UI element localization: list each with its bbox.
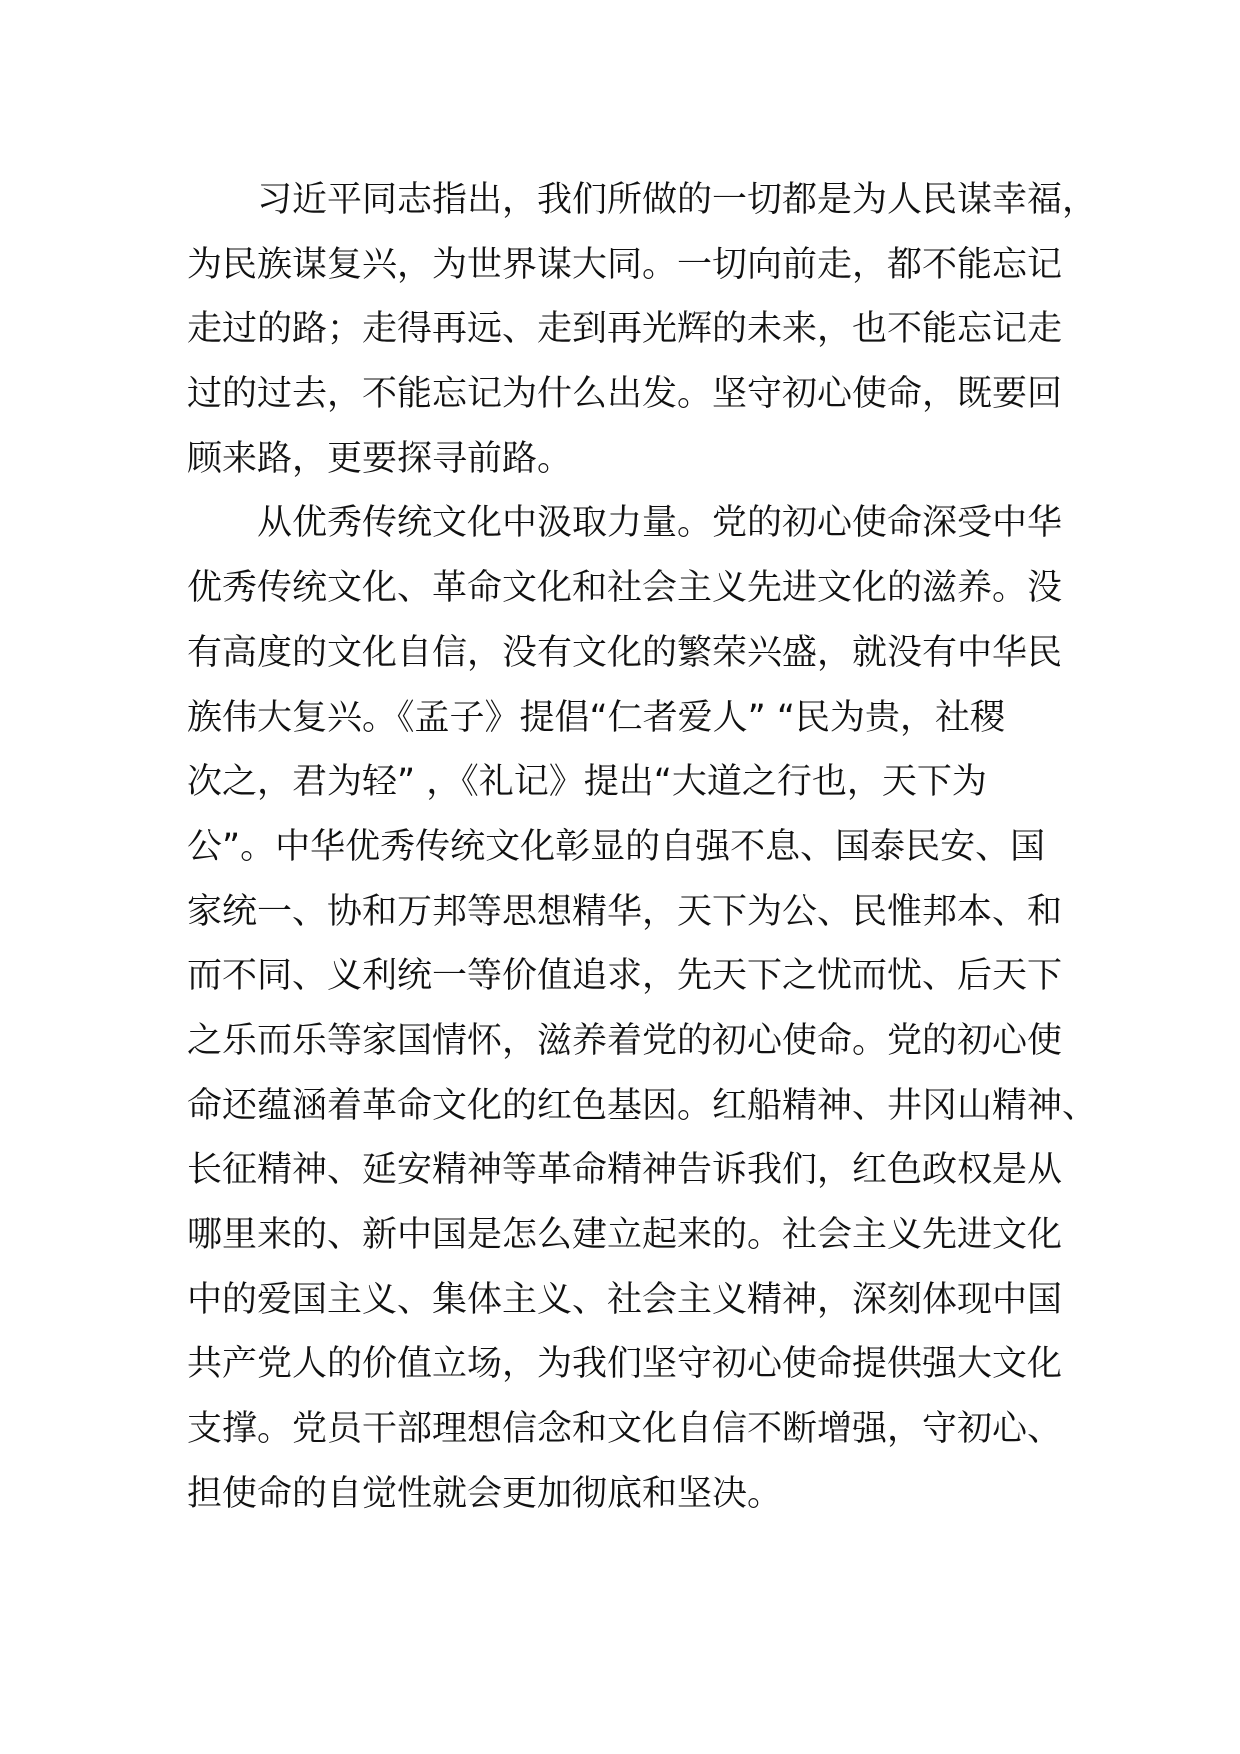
text-line: 次之，君为轻” ，《礼记》提出“大道之行也，天下为 [187,762,987,803]
text-line: 之乐而乐等家国情怀，滋养着党的初心使命。党的初心使 [187,1020,1063,1061]
text-line: 支撑。党员干部理想信念和文化自信不断增强，守初心、 [187,1409,1063,1450]
text-line: 从优秀传统文化中汲取力量。党的初心使命深受中华 [257,503,1063,544]
text-line: 公”。中华优秀传统文化彰显的自强不息、国泰民安、国 [187,826,1046,867]
text-line: 习近平同志指出，我们所做的一切都是为人民谋幸福， [257,180,1098,220]
text-line: 命还蕴涵着革命文化的红色基因。红船精神、井冈山精神、 [187,1085,1098,1126]
text-line: 家统一、协和万邦等思想精华，天下为公、民惟邦本、和 [187,891,1063,932]
text-line: 走过的路；走得再远、走到再光辉的未来，也不能忘记走 [187,309,1063,350]
text-line: 共产党人的价值立场，为我们坚守初心使命提供强大文化 [187,1344,1063,1385]
text-line: 族伟大复兴。《孟子》提倡“仁者爱人” “民为贵，社稷 [187,697,1006,738]
text-line: 优秀传统文化、革命文化和社会主义先进文化的滋养。没 [187,568,1063,609]
text-line: 长征精神、延安精神等革命精神告诉我们，红色政权是从 [187,1150,1063,1191]
text-line: 过的过去，不能忘记为什么出发。坚守初心使命，既要回 [187,374,1063,415]
paragraph-2 [187,491,1098,1526]
paragraph-1 [187,168,1098,491]
text-line: 为民族谋复兴，为世界谋大同。一切向前走，都不能忘记 [187,244,1063,285]
text-line: 顾来路，更要探寻前路。 [187,438,573,479]
text-line: 担使命的自觉性就会更加彻底和坚决。 [187,1473,783,1514]
text-line: 有高度的文化自信，没有文化的繁荣兴盛，就没有中华民 [187,632,1063,673]
text-line: 哪里来的、新中国是怎么建立起来的。社会主义先进文化 [187,1215,1063,1255]
document-body [187,168,1098,1526]
text-line: 而不同、义利统一等价值追求，先天下之忧而忧、后天下 [187,956,1063,997]
text-line: 中的爱国主义、集体主义、社会主义精神，深刻体现中国 [187,1279,1063,1320]
